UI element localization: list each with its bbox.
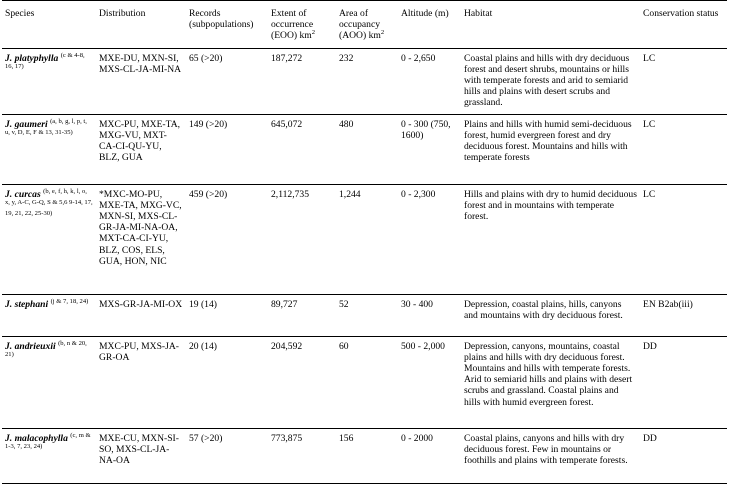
table-row [2, 184, 727, 294]
species-references: (b, n & 20, 21) [5, 339, 87, 358]
species-name: J. stephani [5, 298, 49, 310]
eoo-cell: 773,875 [268, 428, 336, 483]
records-cell: 19 (14) [186, 294, 268, 336]
status-cell: DD [640, 428, 727, 483]
species-references: (a, b, g, l, p, t, u, v, D, E, F & 13, 31-35) [5, 117, 87, 136]
habitat-cell: Plains and hills with humid semi-deciduous forest, humid evergreen forest and dry deciduous forest. Mountains and hills with temperate forests [461, 114, 640, 184]
aoo-cell: 52 [336, 294, 398, 336]
altitude-cell: 0 - 2,300 [398, 184, 461, 294]
distribution-cell: *MXC-MO-PU, MXE-TA, MXG-VC, MXN-SI, MXS-CL-GR-JA-MI-NA-OA, MXT-CA-CI-YU, BLZ, COS, ELS, GUA, HON, NIC [96, 184, 186, 294]
distribution-cell: MXS-GR-JA-MI-OX [96, 294, 186, 336]
species-name: J. malacophylla [5, 432, 68, 444]
species-cell [2, 114, 96, 184]
habitat-cell: Hills and plains with dry to humid deciduous forest and in mountains with temperate forest. [461, 184, 640, 294]
table-row [2, 114, 727, 184]
species-references: (j & 7, 18, 24) [50, 297, 89, 305]
species-name: J. platyphylla [5, 52, 59, 64]
habitat-cell: Coastal plains and hills with dry deciduous forest and desert shrubs, mountains or hills with temperate forests and arid to semiarid hills and plains with desert scrubs and grassland. [461, 48, 640, 114]
eoo-cell: 89,727 [268, 294, 336, 336]
records-cell: 149 (>20) [186, 114, 268, 184]
altitude-cell: 0 - 2,650 [398, 48, 461, 114]
species-cell [2, 428, 96, 483]
records-cell: 459 (>20) [186, 184, 268, 294]
species-name: J. gaumeri [5, 118, 48, 130]
header-species: Species [2, 1, 96, 49]
eoo-cell: 645,072 [268, 114, 336, 184]
table-row [2, 294, 727, 336]
table-row [2, 48, 727, 114]
header-altitude: Altitude (m) [398, 1, 461, 49]
status-cell: LC [640, 184, 727, 294]
records-cell: 57 (>20) [186, 428, 268, 483]
eoo-cell: 2,112,735 [268, 184, 336, 294]
species-name: J. curcas [5, 188, 41, 200]
altitude-cell: 30 - 400 [398, 294, 461, 336]
distribution-cell: MXC-PU, MXS-JA-GR-OA [96, 336, 186, 428]
species-references: (c & 4-8, 16, 17) [5, 51, 85, 70]
aoo-cell: 1,244 [336, 184, 398, 294]
distribution-cell: MXE-CU, MXN-SI-SO, MXS-CL-JA-NA-OA [96, 428, 186, 483]
status-cell: LC [640, 48, 727, 114]
aoo-cell: 156 [336, 428, 398, 483]
species-references: (c, m & 1-3, 7, 23, 24) [5, 431, 91, 450]
aoo-cell: 232 [336, 48, 398, 114]
species-cell [2, 336, 96, 428]
habitat-cell: Depression, coastal plains, hills, canyons and mountains with dry deciduous forest. [461, 294, 640, 336]
status-cell: EN B2ab(iii) [640, 294, 727, 336]
altitude-cell: 0 - 2000 [398, 428, 461, 483]
species-references: (b, e, f, h, k, l, o, x, y, A-C, G-Q, S & 5,6 9-14, 17, 19, 21, 22, 25-30) [5, 187, 93, 217]
distribution-cell: MXE-DU, MXN-SI, MXS-CL-JA-MI-NA [96, 48, 186, 114]
table-row [2, 428, 727, 483]
header-distribution: Distribution [96, 1, 186, 49]
table-row [2, 336, 727, 428]
aoo-cell: 480 [336, 114, 398, 184]
habitat-cell: Depression, canyons, mountains, coastal plains and hills with dry deciduous forest. Mountains and hills with temperate forests. Arid to semiarid hills and plains with desert scrubs and grassland. Coastal plains and hills with humid evergreen forest. [461, 336, 640, 428]
species-cell [2, 48, 96, 114]
altitude-cell: 0 - 300 (750, 1600) [398, 114, 461, 184]
header-eoo-superscript: 2 [311, 29, 316, 37]
header-aoo: Area of occupancy (AOO) $km^2$ [336, 1, 398, 49]
eoo-cell: 204,592 [268, 336, 336, 428]
header-records: Records (subpopulations) [186, 1, 268, 49]
species-cell [2, 184, 96, 294]
table-header-row [2, 1, 727, 49]
header-eoo: Extent of occurrence (EOO) $km^2$ [268, 1, 336, 49]
species-cell [2, 294, 96, 336]
records-cell: 65 (>20) [186, 48, 268, 114]
status-cell: LC [640, 114, 727, 184]
distribution-cell: MXC-PU, MXE-TA, MXG-VU, MXT-CA-CI-QU-YU, BLZ, GUA [96, 114, 186, 184]
records-cell: 20 (14) [186, 336, 268, 428]
habitat-cell: Coastal plains, canyons and hills with dry deciduous forest. Few in mountains or foothills and plains with temperate forests. [461, 428, 640, 483]
header-habitat: Habitat [461, 1, 640, 49]
aoo-cell: 60 [336, 336, 398, 428]
species-conservation-table [2, 0, 727, 484]
eoo-cell: 187,272 [268, 48, 336, 114]
header-aoo-superscript: 2 [380, 29, 385, 37]
header-conservation-status: Conservation status [640, 1, 727, 49]
altitude-cell: 500 - 2,000 [398, 336, 461, 428]
status-cell: DD [640, 336, 727, 428]
species-name: J. andrieuxii [5, 340, 56, 352]
